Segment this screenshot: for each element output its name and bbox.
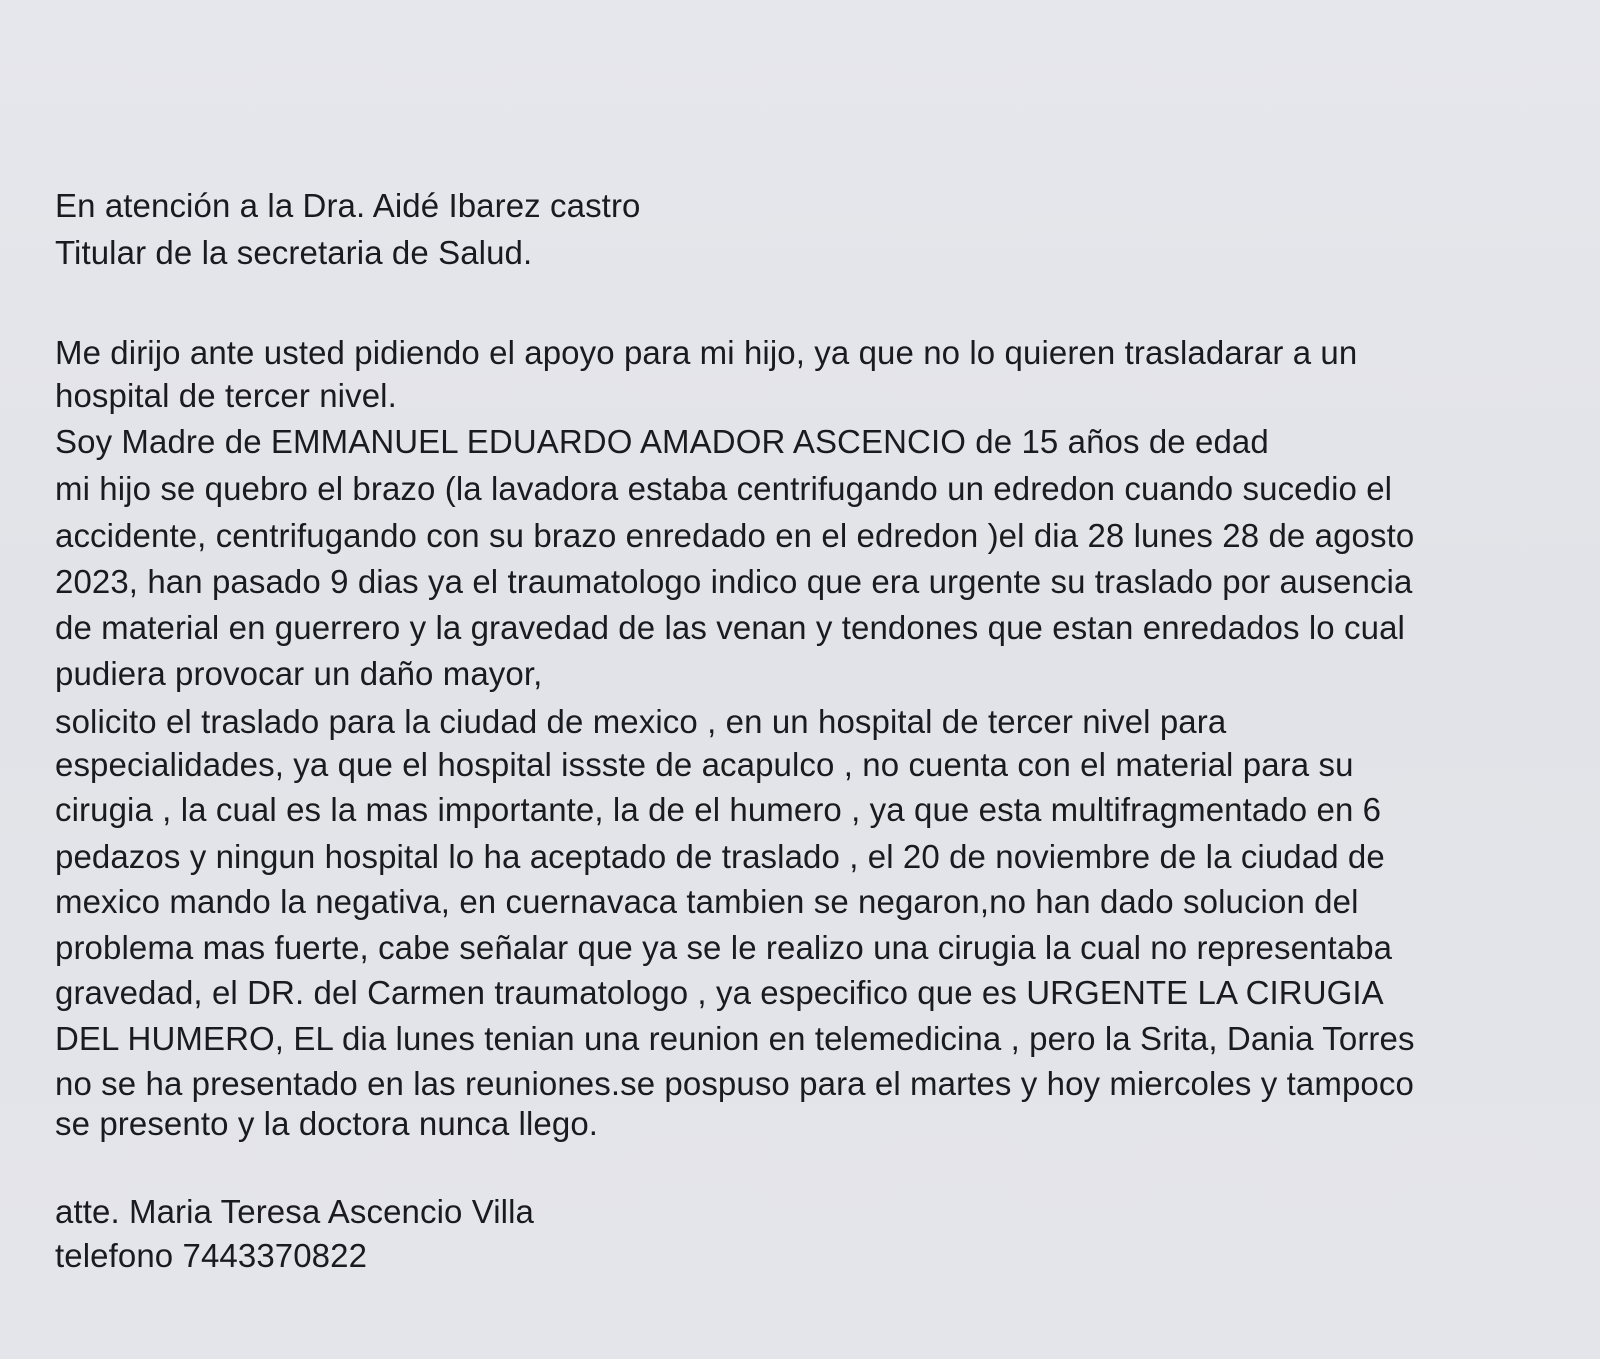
body-line: cirugia , la cual es la mas importante, la de el humero , ya que esta multifragmentado en 6 [55,791,1382,828]
body-line: accidente, centrifugando con su brazo enredado en el edredon )el dia 28 lunes 28 de agosto [55,517,1415,554]
body-line: problema mas fuerte, cabe señalar que ya se le realizo una cirugia la cual no representaba [55,929,1393,966]
signature-phone: telefono 7443370822 [55,1237,368,1274]
recipient-line: En atención a la Dra. Aidé Ibarez castro [55,187,641,224]
body-line: de material en guerrero y la gravedad de las venan y tendones que estan enredados lo cual [55,609,1405,646]
body-line: pedazos y ningun hospital lo ha aceptado de traslado , el 20 de noviembre de la ciudad de [55,838,1385,875]
body-line: Me dirijo ante usted pidiendo el apoyo para mi hijo, ya que no lo quieren trasladarar a un [55,334,1358,371]
body-line: Soy Madre de EMMANUEL EDUARDO AMADOR ASCENCIO de 15 años de edad [55,423,1269,460]
body-line: pudiera provocar un daño mayor, [55,655,543,692]
body-line: mexico mando la negativa, en cuernavaca tambien se negaron,no han dado solucion del [55,883,1359,920]
body-line: hospital de tercer nivel. [55,377,397,414]
body-line: mi hijo se quebro el brazo (la lavadora estaba centrifugando un edredon cuando sucedio el [55,470,1393,507]
body-line: no se ha presentado en las reuniones.se pospuso para el martes y hoy miercoles y tampoco [55,1065,1414,1102]
body-line: gravedad, el DR. del Carmen traumatologo , ya especifico que es URGENTE LA CIRUGIA [55,974,1384,1011]
body-line: solicito el traslado para la ciudad de mexico , en un hospital de tercer nivel para [55,703,1227,740]
recipient-title-line: Titular de la secretaria de Salud. [55,234,533,271]
body-line: DEL HUMERO, EL dia lunes tenian una reunion en telemedicina , pero la Srita, Dania Torres [55,1020,1415,1057]
body-line: se presento y la doctora nunca llego. [55,1105,599,1142]
body-line: 2023, han pasado 9 dias ya el traumatologo indico que era urgente su traslado por ausencia [55,563,1413,600]
signature-name: atte. Maria Teresa Ascencio Villa [55,1193,534,1230]
body-line: especialidades, ya que el hospital issste de acapulco , no cuenta con el material para su [55,746,1354,783]
